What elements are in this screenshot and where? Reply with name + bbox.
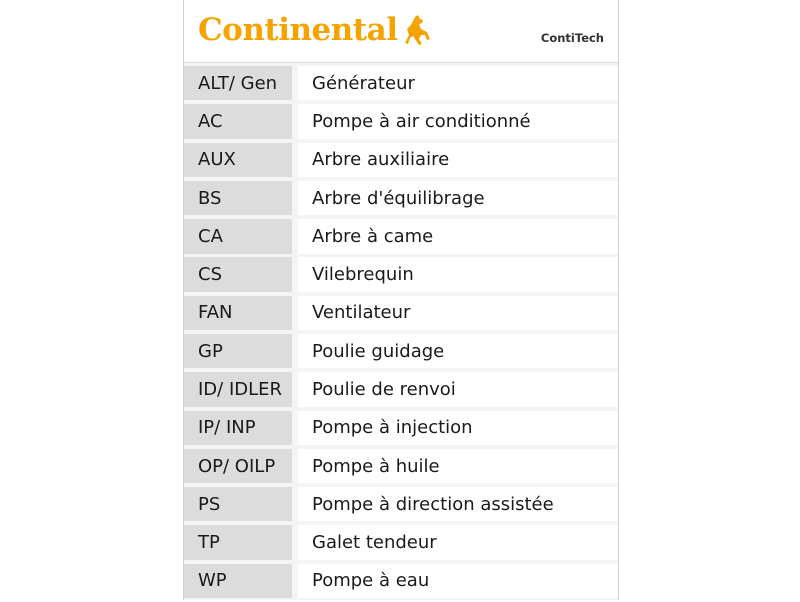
table-row bbox=[184, 296, 618, 330]
abbreviation-meaning: Pompe à air conditionné bbox=[298, 104, 618, 138]
abbreviation-meaning: Arbre à came bbox=[298, 219, 618, 253]
table-row bbox=[184, 66, 618, 100]
table-row bbox=[184, 372, 618, 406]
abbreviation-code: IP/ INP bbox=[184, 411, 292, 445]
horse-icon bbox=[401, 13, 433, 47]
abbreviation-table bbox=[184, 66, 618, 602]
abbreviation-code: CA bbox=[184, 219, 292, 253]
abbreviation-sheet bbox=[183, 0, 619, 600]
abbreviation-meaning: Ventilateur bbox=[298, 296, 618, 330]
continental-logo bbox=[198, 8, 433, 52]
abbreviation-meaning: Pompe à injection bbox=[298, 411, 618, 445]
table-row bbox=[184, 411, 618, 445]
abbreviation-code: CS bbox=[184, 257, 292, 291]
table-row bbox=[184, 487, 618, 521]
abbreviation-code: AUX bbox=[184, 143, 292, 177]
abbreviation-meaning: Arbre d'équilibrage bbox=[298, 181, 618, 215]
abbreviation-code: ALT/ Gen bbox=[184, 66, 292, 100]
logo-text: Continental bbox=[198, 12, 398, 48]
table-row bbox=[184, 104, 618, 138]
abbreviation-code: BS bbox=[184, 181, 292, 215]
table-row bbox=[184, 449, 618, 483]
abbreviation-meaning: Galet tendeur bbox=[298, 525, 618, 559]
table-row bbox=[184, 525, 618, 559]
contitech-label: ContiTech bbox=[540, 31, 604, 45]
table-row bbox=[184, 219, 618, 253]
abbreviation-meaning: Poulie guidage bbox=[298, 334, 618, 368]
abbreviation-meaning: Poulie de renvoi bbox=[298, 372, 618, 406]
abbreviation-meaning: Arbre auxiliaire bbox=[298, 143, 618, 177]
abbreviation-code: AC bbox=[184, 104, 292, 138]
abbreviation-code: PS bbox=[184, 487, 292, 521]
abbreviation-code: TP bbox=[184, 525, 292, 559]
abbreviation-code: GP bbox=[184, 334, 292, 368]
table-row bbox=[184, 564, 618, 598]
abbreviation-meaning: Pompe à direction assistée bbox=[298, 487, 618, 521]
table-row bbox=[184, 181, 618, 215]
header bbox=[184, 0, 618, 63]
abbreviation-meaning: Pompe à huile bbox=[298, 449, 618, 483]
abbreviation-code: OP/ OILP bbox=[184, 449, 292, 483]
table-row bbox=[184, 143, 618, 177]
table-row bbox=[184, 334, 618, 368]
table-row bbox=[184, 257, 618, 291]
abbreviation-meaning: Générateur bbox=[298, 66, 618, 100]
abbreviation-code: WP bbox=[184, 564, 292, 598]
abbreviation-code: ID/ IDLER bbox=[184, 372, 292, 406]
abbreviation-code: FAN bbox=[184, 296, 292, 330]
abbreviation-meaning: Vilebrequin bbox=[298, 257, 618, 291]
abbreviation-meaning: Pompe à eau bbox=[298, 564, 618, 598]
